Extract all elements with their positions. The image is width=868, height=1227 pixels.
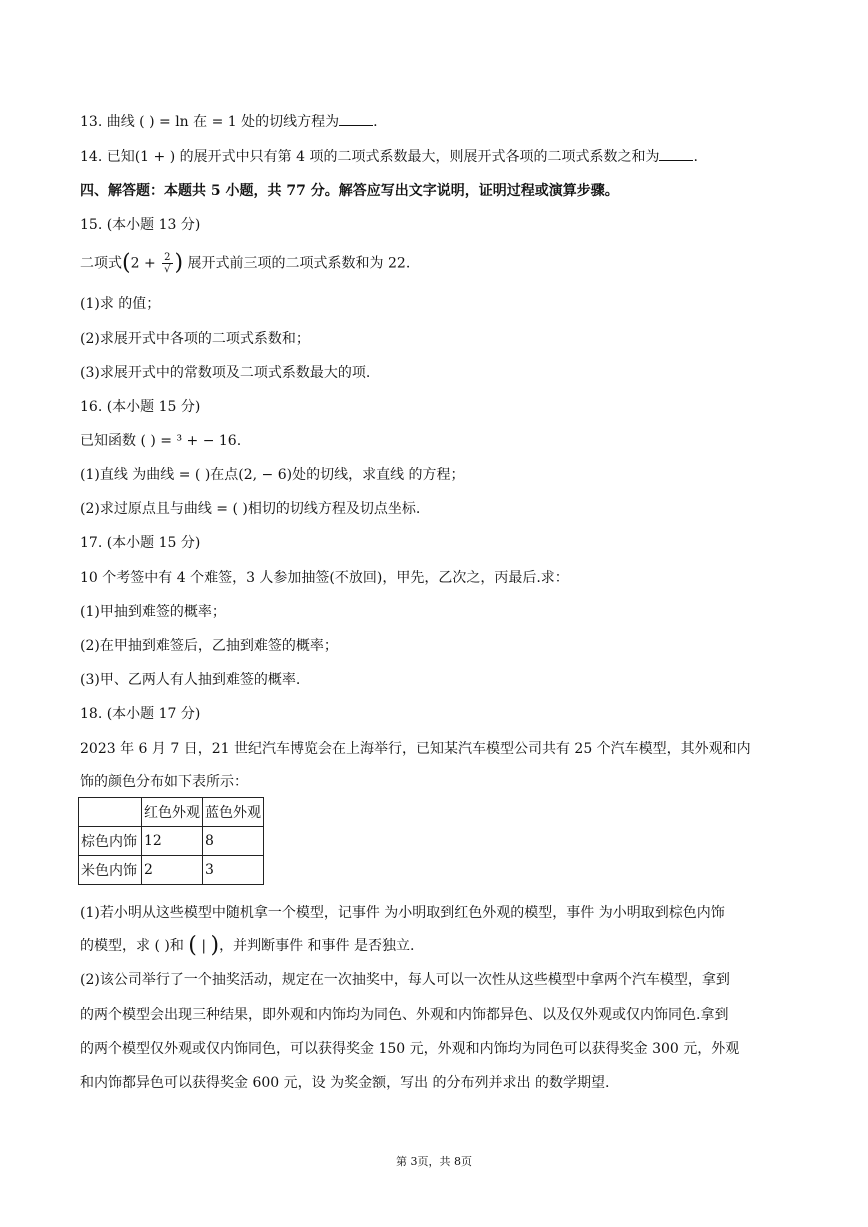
question-14 bbox=[80, 147, 698, 167]
left-paren: ( bbox=[188, 933, 197, 958]
q13-end: . bbox=[373, 114, 378, 130]
table-cell bbox=[79, 798, 142, 827]
q17-part-3: (3)甲、乙两人有人抽到难签的概率. bbox=[80, 672, 301, 688]
right-paren: ) bbox=[210, 933, 220, 958]
q16-part-1: (1)直线 为曲线 = ( )在点(2, − 6)处的切线，求直线 的方程； bbox=[80, 467, 465, 483]
question-17-stem: 10 个考签中有 4 个难签，3 人参加抽签(不放回)，甲先，乙次之，丙最后.求： bbox=[80, 570, 569, 586]
q18-part-2-line-2: 的两个模型会出现三种结果，即外观和内饰均为同色、外观和内饰都异色、以及仅外观或仅内饰同色.拿到 bbox=[80, 1007, 729, 1023]
q18-part-2-line-3: 的两个模型仅外观或仅内饰同色，可以获得奖金 150 元，外观和内饰均为同色可以获得奖金 300 元，外观 bbox=[80, 1041, 740, 1057]
q15-part-3: (3)求展开式中的常数项及二项式系数最大的项. bbox=[80, 365, 371, 381]
q18-p1-text-a: 的模型，求 ( )和 bbox=[80, 938, 189, 954]
q18-part-1-line-1: (1)若小明从这些模型中随机拿一个模型，记事件 为小明取到红色外观的模型，事件 为小明取到棕色内饰 bbox=[80, 905, 725, 921]
q18-p1-text-c: ，并判断事件 和事件 是否独立. bbox=[219, 938, 415, 954]
color-distribution-table bbox=[78, 797, 264, 885]
table-cell: 红色外观 bbox=[142, 798, 203, 827]
q18-p1-text-b: | bbox=[196, 938, 211, 954]
question-13 bbox=[80, 112, 378, 132]
q18-part-1-line-2 bbox=[80, 933, 415, 958]
table-cell: 3 bbox=[203, 856, 264, 885]
q15-stem-b: 2 bbox=[130, 255, 144, 272]
q15-part-2: (2)求展开式中各项的二项式系数和； bbox=[80, 331, 310, 347]
q15-stem-c: + bbox=[143, 255, 161, 272]
fraction-numerator: 2 bbox=[164, 252, 171, 263]
page-footer: 第 3页，共 8页 bbox=[396, 1155, 472, 1168]
answer-blank bbox=[339, 113, 373, 126]
question-15-stem bbox=[80, 252, 410, 275]
q17-part-1: (1)甲抽到难签的概率； bbox=[80, 604, 226, 620]
q17-part-2: (2)在甲抽到难签后，乙抽到难签的概率； bbox=[80, 638, 338, 654]
q13-text-d: 在 bbox=[193, 114, 212, 130]
question-16-header: 16. (本小题 15 分) bbox=[80, 399, 201, 415]
q13-text-c: ln bbox=[175, 114, 194, 130]
table-cell: 8 bbox=[203, 827, 264, 856]
q18-part-2-line-4: 和内饰都异色可以获得奖金 600 元，设 为奖金额，写出 的分布列并求出 的数学期望. bbox=[80, 1075, 610, 1091]
q16-part-2: (2)求过原点且与曲线 = ( )相切的切线方程及切点坐标. bbox=[80, 501, 421, 517]
fraction-denominator: √ bbox=[164, 264, 171, 275]
fraction bbox=[162, 252, 172, 275]
question-18-stem-1: 2023 年 6 月 7 日，21 世纪汽车博览会在上海举行，已知某汽车模型公司共有 25 个汽车模型，其外观和内 bbox=[80, 741, 751, 757]
question-17-header: 17. (本小题 15 分) bbox=[80, 535, 201, 551]
table-cell: 米色内饰 bbox=[79, 856, 142, 885]
table-cell: 蓝色外观 bbox=[203, 798, 264, 827]
q15-stem-d: 展开式前三项的二项式系数和为 22. bbox=[183, 255, 411, 272]
q14-text-a: 14. 已知(1 + bbox=[80, 149, 170, 165]
q14-end: . bbox=[693, 149, 698, 165]
q15-part-1: (1)求 的值； bbox=[80, 296, 161, 312]
q18-part-2-line-1: (2)该公司举行了一个抽奖活动，规定在一次抽奖中，每人可以一次性从这些模型中拿两个汽车模型，拿到 bbox=[80, 972, 730, 988]
table-row bbox=[79, 856, 264, 885]
table-cell: 2 bbox=[142, 856, 203, 885]
table-cell: 棕色内饰 bbox=[79, 827, 142, 856]
question-15-header: 15. (本小题 13 分) bbox=[80, 217, 201, 233]
right-paren: ) bbox=[174, 250, 184, 276]
q15-stem-a: 二项式 bbox=[80, 255, 122, 272]
table-cell: 12 bbox=[142, 827, 203, 856]
question-18-stem-2: 饰的颜色分布如下表所示： bbox=[80, 774, 248, 790]
answer-blank bbox=[659, 148, 693, 161]
q14-text-b: ) bbox=[169, 149, 180, 165]
q13-text-e: = 1 处的切线方程为 bbox=[211, 114, 340, 130]
question-18-header: 18. (本小题 17 分) bbox=[80, 706, 201, 722]
table-header-row bbox=[79, 798, 264, 827]
section-heading: 四、解答题：本题共 5 小题，共 77 分。解答应写出文字说明，证明过程或演算步骤。 bbox=[80, 183, 619, 199]
table-row bbox=[79, 827, 264, 856]
q14-text-c: 的展开式中只有第 4 项的二项式系数最大，则展开式各项的二项式系数之和为 bbox=[179, 149, 660, 165]
left-paren: ( bbox=[122, 250, 131, 276]
q13-text-b: ( ) = bbox=[134, 114, 176, 130]
question-16-stem: 已知函数 ( ) = ³ + − 16. bbox=[80, 433, 242, 449]
q13-text-a: 13. 曲线 bbox=[80, 114, 135, 130]
